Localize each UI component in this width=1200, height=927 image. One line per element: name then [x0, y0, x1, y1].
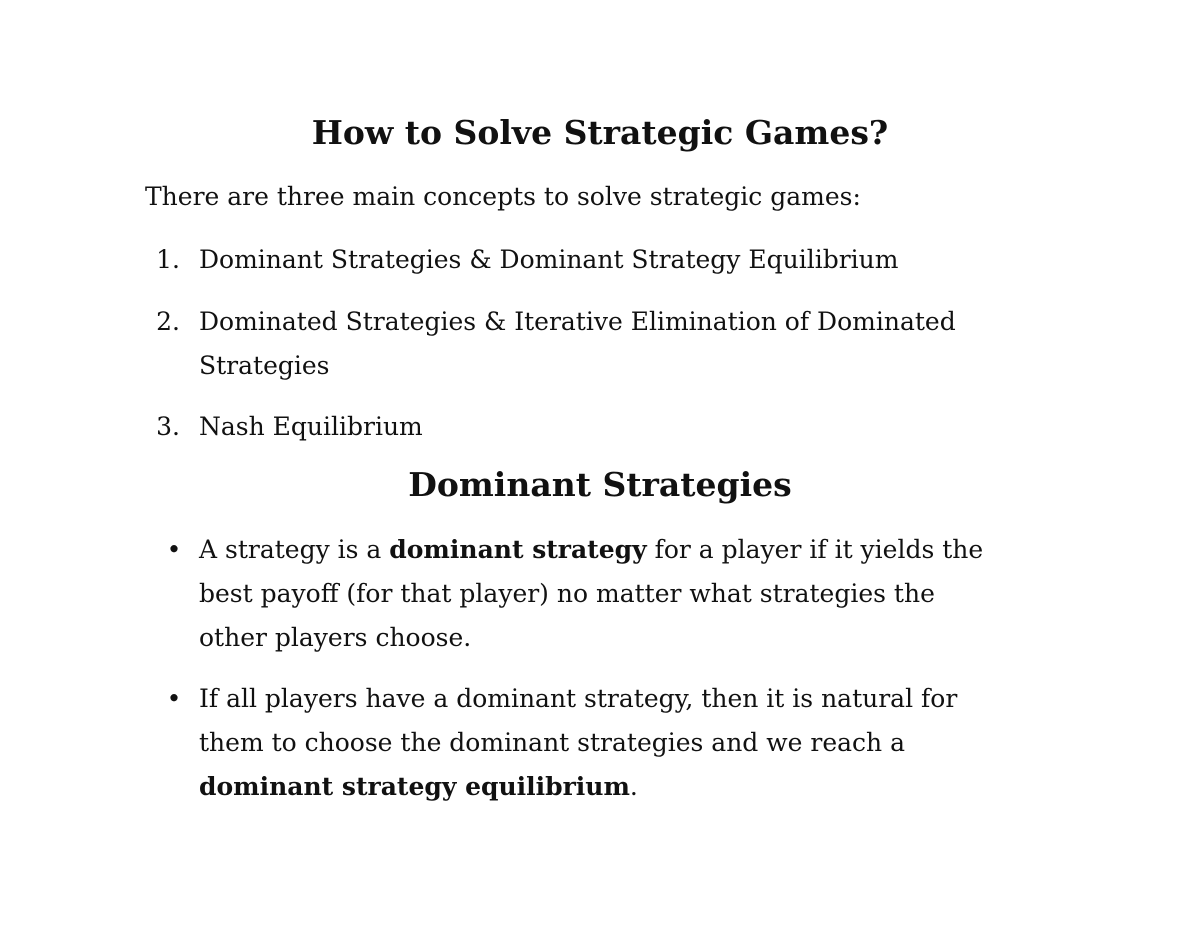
list-item-line: Strategies [199, 351, 330, 380]
list-item-text: Dominant Strategies & Dominant Strategy Equilibrium [199, 245, 899, 274]
bullet-text-line: them to choose the dominant strategies and we reach a [199, 728, 906, 757]
list-number: 2. [156, 307, 180, 336]
section-title: Dominant Strategies [408, 465, 792, 504]
list-item-text: Nash Equilibrium [199, 412, 423, 441]
bullet-text-line: other players choose. [199, 623, 472, 652]
list-item-text [199, 300, 1079, 388]
list-number: 3. [156, 412, 180, 441]
bullet-text-line: If all players have a dominant strategy, then it is natural for [199, 684, 958, 713]
bold-term: dominant strategy equilibrium [199, 772, 630, 801]
bullet-icon: • [166, 535, 182, 564]
page-title: How to Solve Strategic Games? [311, 113, 889, 152]
list-number: 1. [156, 245, 180, 274]
bullet-text-line: best payoff (for that player) no matter what strategies the [199, 579, 935, 608]
bullet-text [199, 528, 1079, 660]
bullet-icon: • [166, 684, 182, 713]
intro-text: There are three main concepts to solve strategic games: [145, 182, 861, 211]
bullet-text [199, 677, 1079, 809]
bold-term: dominant strategy [389, 535, 647, 564]
bullet-text-segment: for a player if it yields the [646, 535, 984, 564]
bullet-text-segment: . [629, 772, 638, 801]
bullet-text-segment: A strategy is a [199, 535, 390, 564]
list-item-line: Dominated Strategies & Iterative Elimination of Dominated [199, 307, 956, 336]
